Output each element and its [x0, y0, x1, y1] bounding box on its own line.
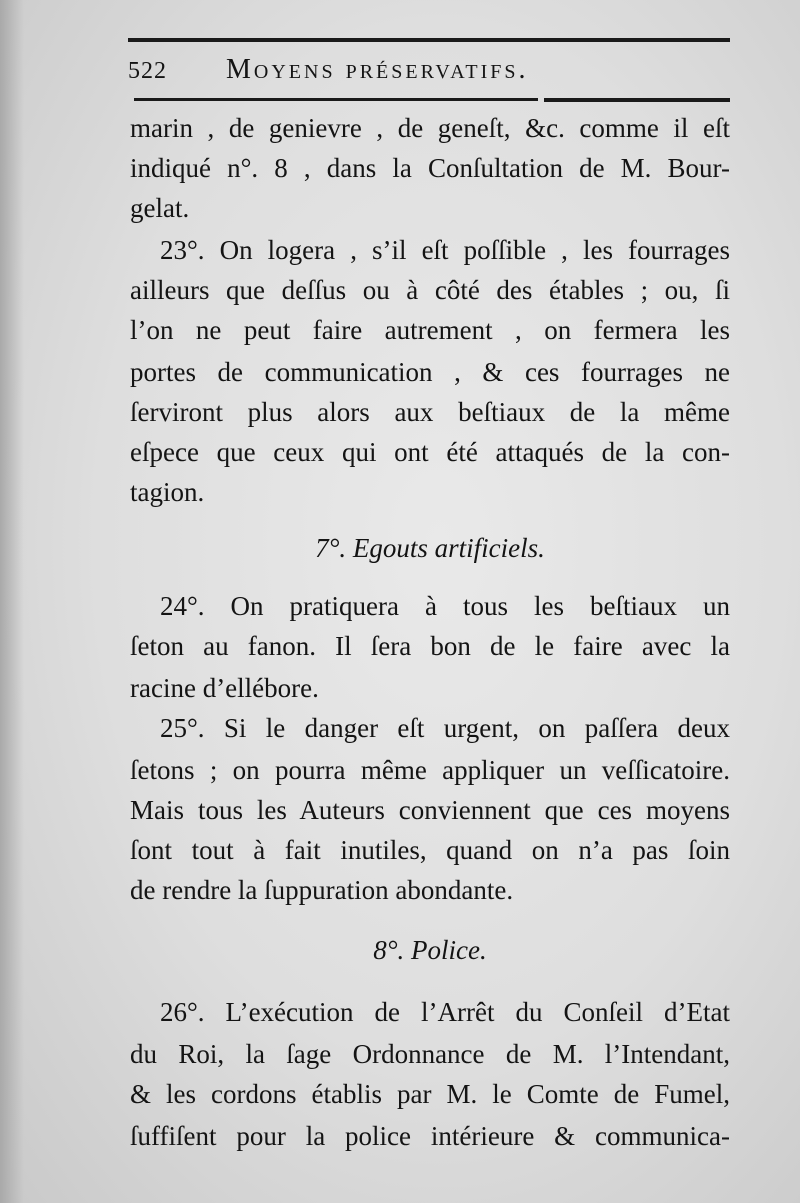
text-line: ſerviront plus alors aux beſtiaux de la même: [130, 397, 730, 427]
text-line: & les cordons établis par M. le Comte de Fumel,: [130, 1079, 730, 1109]
text-line: ailleurs que deſſus ou à côté des étables ; ou, ſi: [130, 275, 730, 305]
section-heading-police: 8°. Police.: [373, 935, 487, 965]
text-line: de rendre la ſuppuration abondante.: [130, 875, 514, 905]
running-title: Moyens préservatifs.: [226, 54, 529, 85]
text-line: ſeton au fanon. Il ſera bon de le faire avec la: [130, 631, 730, 661]
text-line: du Roi, la ſage Ordonnance de M. l’Intendant,: [130, 1039, 730, 1069]
text-line: l’on ne peut faire autrement , on fermera les: [130, 315, 730, 345]
text-line: Mais tous les Auteurs conviennent que ces moyens: [130, 795, 730, 825]
text-line: racine d’ellébore.: [130, 673, 319, 703]
section-heading-egouts: 7°. Egouts artificiels.: [315, 533, 545, 563]
text-line: ſetons ; on pourra même appliquer un veſſicatoire.: [130, 755, 730, 785]
text-line: tagion.: [130, 477, 205, 507]
page-number: 522: [128, 58, 167, 84]
text-line: portes de communication , & ces fourrages ne: [130, 357, 730, 387]
paragraph-25-start: 25°. Si le danger eſt urgent, on paſſera deux: [160, 713, 730, 743]
paragraph-24-start: 24°. On pratiquera à tous les beſtiaux un: [160, 591, 730, 621]
text-line: gelat.: [130, 193, 190, 223]
text-line: indiqué n°. 8 , dans la Conſultation de M. Bour-: [130, 153, 730, 183]
text-line: eſpece que ceux qui ont été attaqués de la con-: [130, 437, 730, 467]
text-line: ſont tout à fait inutiles, quand on n’a pas ſoin: [130, 835, 730, 865]
paragraph-26-start: 26°. L’exécution de l’Arrêt du Conſeil d’Etat: [160, 997, 730, 1027]
text-line: marin , de genievre , de geneſt, &c. comme il eſt: [130, 113, 730, 143]
text-line: ſuffiſent pour la police intérieure & communica-: [130, 1121, 730, 1151]
paragraph-23-start: 23°. On logera , s’il eſt poſſible , les fourrages: [160, 235, 730, 265]
